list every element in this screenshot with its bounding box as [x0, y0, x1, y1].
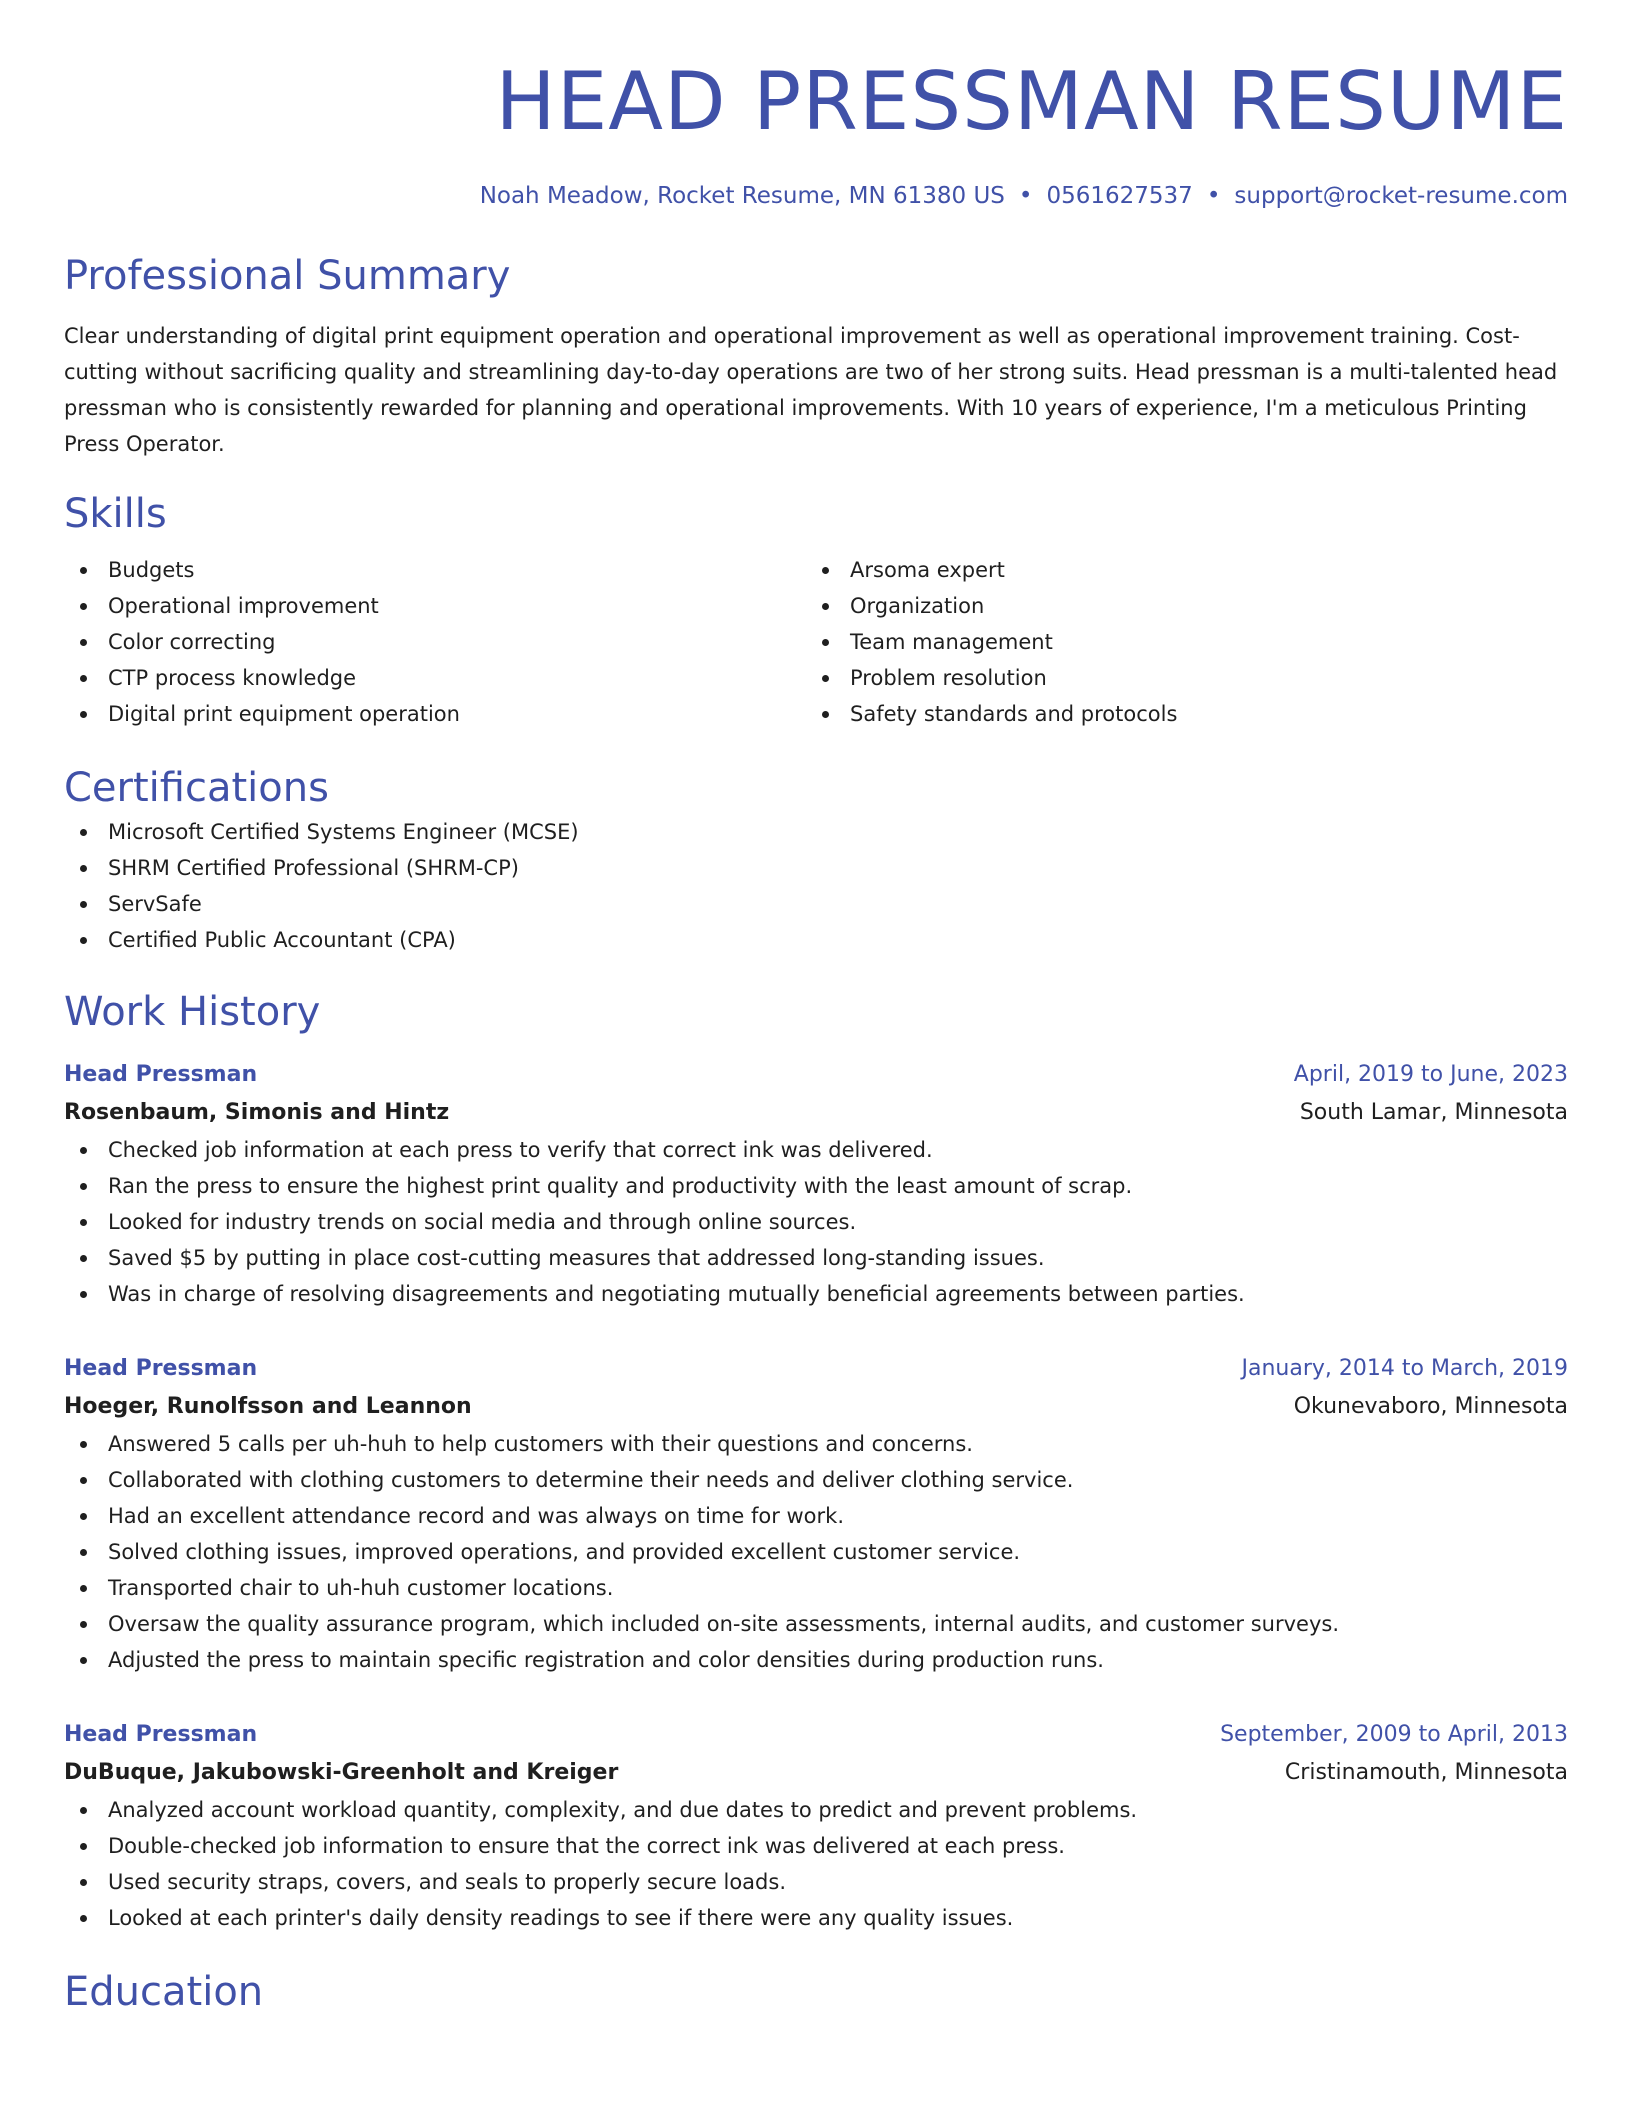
job-dates: September, 2009 to April, 2013 [1220, 1722, 1568, 1747]
job-duty-item: Was in charge of resolving disagreements and negotiating mutually beneficial agreements between parties. [64, 1276, 1568, 1312]
job-entry [64, 1056, 1568, 1312]
job-duty-item: Saved $5 by putting in place cost-cutting measures that addressed long-standing issues. [64, 1240, 1568, 1276]
job-duty-item: Transported chair to uh-huh customer locations. [64, 1570, 1568, 1606]
job-location: South Lamar, Minnesota [1299, 1100, 1568, 1125]
job-duty-item: Ran the press to ensure the highest print quality and productivity with the least amount of scrap. [64, 1168, 1568, 1204]
skill-item: Color correcting [64, 624, 806, 660]
skills-heading: Skills [64, 491, 167, 537]
skill-item: Problem resolution [806, 660, 1548, 696]
job-company-row [64, 1094, 1568, 1132]
job-location: Okunevaboro, Minnesota [1293, 1394, 1568, 1419]
job-duty-item: Double-checked job information to ensure that the correct ink was delivered at each press. [64, 1828, 1568, 1864]
certification-item: SHRM Certified Professional (SHRM-CP) [64, 850, 1568, 886]
job-duty-item: Used security straps, covers, and seals to properly secure loads. [64, 1864, 1568, 1900]
job-company: Rosenbaum, Simonis and Hintz [64, 1100, 450, 1125]
job-header-row [64, 1350, 1568, 1388]
job-header-row [64, 1056, 1568, 1094]
job-dates: January, 2014 to March, 2019 [1241, 1356, 1568, 1381]
skill-item: Budgets [64, 552, 806, 588]
job-dates: April, 2019 to June, 2023 [1293, 1062, 1568, 1087]
job-title: Head Pressman [64, 1356, 258, 1381]
contact-separator: • [1018, 183, 1033, 209]
job-duty-item: Had an excellent attendance record and was always on time for work. [64, 1498, 1568, 1534]
page-title: HEAD PRESSMAN RESUME [495, 55, 1568, 148]
skill-item: Team management [806, 624, 1548, 660]
skills-list-right [806, 552, 1548, 732]
contact-line [64, 180, 1568, 212]
job-duty-item: Adjusted the press to maintain specific registration and color densities during production runs. [64, 1642, 1568, 1678]
skill-item: Operational improvement [64, 588, 806, 624]
summary-heading: Professional Summary [64, 253, 511, 299]
contact-email[interactable]: support@rocket-resume.com [1234, 183, 1568, 209]
job-duty-item: Oversaw the quality assurance program, which included on-site assessments, internal audits, and customer surveys. [64, 1606, 1568, 1642]
contact-phone: 0561627537 [1046, 183, 1193, 209]
job-duty-item: Looked for industry trends on social media and through online sources. [64, 1204, 1568, 1240]
certifications-heading: Certifications [64, 765, 329, 811]
summary-text: Clear understanding of digital print equipment operation and operational improvement as well as operational improvement training. Cost-cutting without sacrificing quality and streamlining day-to-day operations are two of her strong suits. Head pressman is a multi-talented head pressman who is consistently rewarded for planning and operational improvements. With 10 years of experience, I'm a meticulous Printing Press Operator. [64, 324, 1558, 456]
job-duty-item: Collaborated with clothing customers to determine their needs and deliver clothing service. [64, 1462, 1568, 1498]
job-duty-item: Analyzed account workload quantity, complexity, and due dates to predict and prevent problems. [64, 1792, 1568, 1828]
job-entry [64, 1716, 1568, 1936]
education-heading: Education [64, 1969, 264, 2015]
certifications-list [64, 814, 1568, 958]
job-duty-item: Checked job information at each press to verify that correct ink was delivered. [64, 1132, 1568, 1168]
job-location: Cristinamouth, Minnesota [1284, 1760, 1568, 1785]
contact-address: Noah Meadow, Rocket Resume, MN 61380 US [479, 183, 1005, 209]
job-duty-item: Solved clothing issues, improved operations, and provided excellent customer service. [64, 1534, 1568, 1570]
skill-item: Safety standards and protocols [806, 696, 1548, 732]
job-duties-list [64, 1132, 1568, 1312]
job-duties-list [64, 1426, 1568, 1678]
job-company: DuBuque, Jakubowski-Greenholt and Kreiger [64, 1760, 619, 1785]
job-title: Head Pressman [64, 1062, 258, 1087]
skills-grid [64, 552, 1568, 732]
skills-column-right [806, 552, 1548, 732]
skill-item: Arsoma expert [806, 552, 1548, 588]
skills-list-left [64, 552, 806, 732]
skill-item: Digital print equipment operation [64, 696, 806, 732]
certification-item: Microsoft Certified Systems Engineer (MCSE) [64, 814, 1568, 850]
job-company: Hoeger, Runolfsson and Leannon [64, 1394, 472, 1419]
skills-column-left [64, 552, 806, 732]
certification-item: Certified Public Accountant (CPA) [64, 922, 1568, 958]
job-header-row [64, 1716, 1568, 1754]
contact-separator: • [1206, 183, 1221, 209]
job-entry [64, 1350, 1568, 1678]
job-duty-item: Looked at each printer's daily density readings to see if there were any quality issues. [64, 1900, 1568, 1936]
certification-item: ServSafe [64, 886, 1568, 922]
job-company-row [64, 1388, 1568, 1426]
job-title: Head Pressman [64, 1722, 258, 1747]
work-history-heading: Work History [64, 989, 321, 1035]
job-duties-list [64, 1792, 1568, 1936]
job-duty-item: Answered 5 calls per uh-huh to help customers with their questions and concerns. [64, 1426, 1568, 1462]
skill-item: CTP process knowledge [64, 660, 806, 696]
job-company-row [64, 1754, 1568, 1792]
skill-item: Organization [806, 588, 1548, 624]
